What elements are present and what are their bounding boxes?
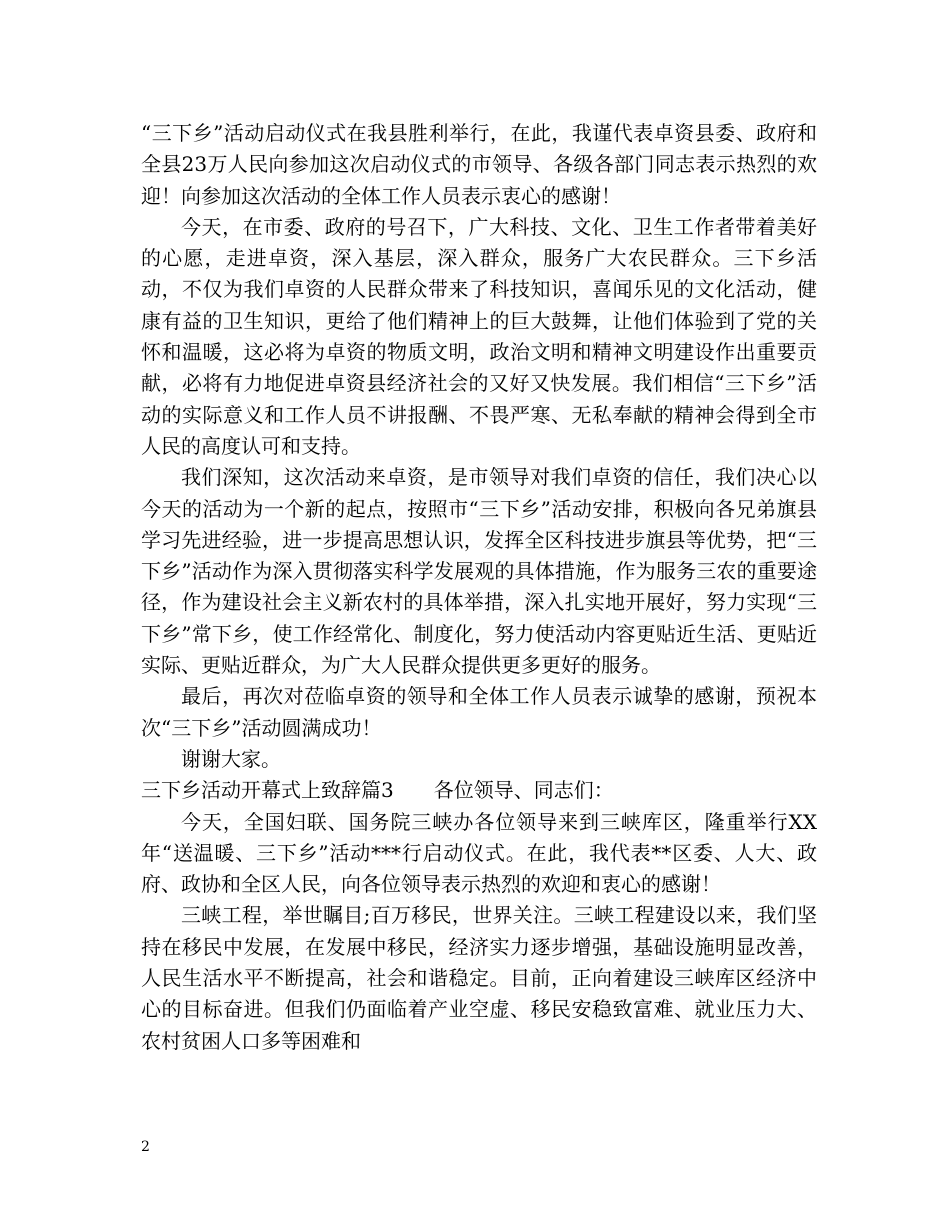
- paragraph-7: 今天，全国妇联、国务院三峡办各位领导来到三峡库区，隆重举行XX年“送温暖、三下乡”活动***行启动仪式。在此，我代表**区委、人大、政府、政协和全区人民，向各位领导表示热烈的欢迎和衷心的感谢！: [141, 809, 817, 897]
- paragraph-2: 今天，在市委、政府的号召下，广大科技、文化、卫生工作者带着美好的心愿，走进卓资，深入基层，深入群众，服务广大农民群众。三下乡活动，不仅为我们卓资的人民群众带来了科技知识，喜闻乐见的文化活动，健康有益的卫生知识，更给了他们精神上的巨大鼓舞，让他们体验到了党的关怀和温暖，这必将为卓资的物质文明，政治文明和精神文明建设作出重要贡献，必将有力地促进卓资县经济社会的又好又快发展。我们相信“三下乡”活动的实际意义和工作人员不讲报酬、不畏严寒、无私奉献的精神会得到全市人民的高度认可和支持。: [141, 214, 817, 458]
- paragraph-8: 三峡工程，举世瞩目;百万移民，世界关注。三峡工程建设以来，我们坚持在移民中发展，在发展中移民，经济实力逐步增强，基础设施明显改善，人民生活水平不断提高，社会和谐稳定。目前，正向着建设三峡库区经济中心的目标奋进。但我们仍面临着产业空虚、移民安稳致富难、就业压力大、农村贫困人口多等困难和: [141, 903, 817, 1053]
- paragraph-5: 谢谢大家。: [181, 746, 281, 771]
- page-number: 2: [141, 1139, 150, 1155]
- section-heading-line: 三下乡活动开幕式上致辞篇3 各位领导、同志们：: [141, 778, 614, 803]
- document-body: [141, 118, 817, 1057]
- paragraph-4: 最后，再次对莅临卓资的领导和全体工作人员表示诚挚的感谢，预祝本次“三下乡”活动圆满成功！: [141, 684, 817, 740]
- paragraph-3: 我们深知，这次活动来卓资，是市领导对我们卓资的信任，我们决心以今天的活动为一个新的起点，按照市“三下乡”活动安排，积极向各兄弟旗县学习先进经验，进一步提高思想认识，发挥全区科技进步旗县等优势，把“三下乡”活动作为深入贯彻落实科学发展观的具体措施，作为服务三农的重要途径，作为建设社会主义新农村的具体举措，深入扎实地开展好，努力实现“三下乡”常下乡，使工作经常化、制度化，努力使活动内容更贴近生活、更贴近实际、更贴近群众，为广大人民群众提供更多更好的服务。: [141, 465, 817, 678]
- paragraph-1: “三下乡”活动启动仪式在我县胜利举行，在此，我谨代表卓资县委、政府和全县23万人民向参加这次启动仪式的市领导、各级各部门同志表示热烈的欢迎！向参加这次活动的全体工作人员表示衷心的感谢！: [141, 121, 817, 208]
